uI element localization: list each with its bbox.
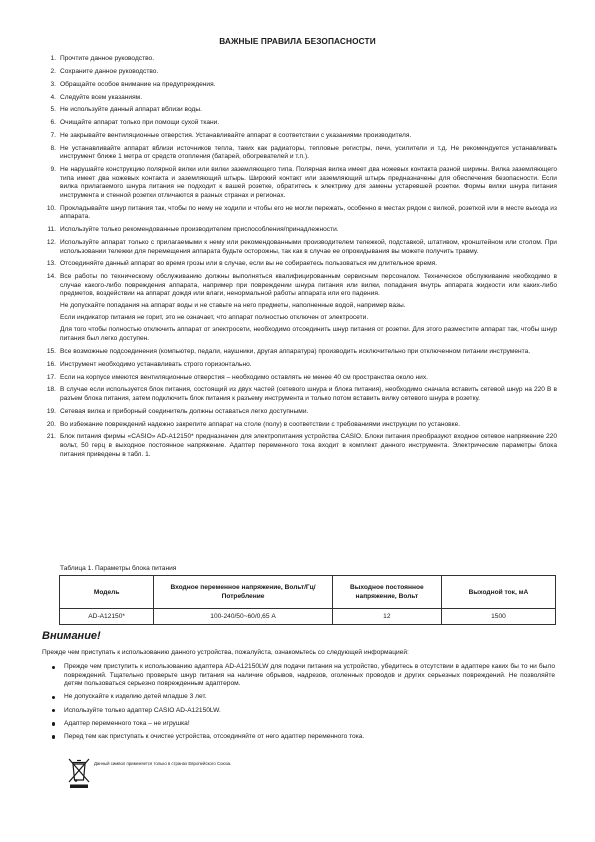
rule-number: 7.	[50, 132, 56, 140]
warning-bullet	[50, 720, 555, 729]
weee-note: Данный символ применяется только в странах Европейского Союза.	[94, 761, 232, 766]
rule-text: Во избежание повреждений надежно закрепите аппарат на столе (полу) в соответствии с требованиями инструкции по установке.	[60, 420, 461, 428]
rule-text: Инструмент необходимо устанавливать строго горизонтально.	[60, 360, 252, 368]
rule-number: 4.	[50, 93, 56, 101]
rule-number: 1.	[50, 55, 56, 62]
power-supply-table	[59, 575, 556, 625]
table-cell-model: AD-A12150*	[60, 609, 154, 625]
rule-text: Если на корпусе имеются вентиляционные отверстия – необходимо оставлять не менее 40 см пространства около них.	[60, 373, 428, 381]
rule-item	[42, 433, 557, 459]
rule-text: Следуйте всем указаниям.	[60, 93, 143, 101]
table-cell-output-current: 1500	[441, 609, 555, 625]
warning-bullet-text: Адаптер переменного тока – не игрушка!	[64, 719, 190, 727]
warning-intro: Прежде чем приступать к использованию данного устройства, пожалуйста, ознакомьтесь со следующей информацией:	[42, 649, 409, 656]
rule-number: 20.	[46, 420, 56, 428]
bullet-dot-icon	[52, 709, 55, 712]
rule-text: Сетевая вилка и приборный соединитель должны оставаться легко доступными.	[60, 407, 309, 415]
warning-bullet	[50, 693, 555, 702]
rule-item	[42, 55, 557, 64]
rule-text: Прочтите данное руководство.	[60, 55, 155, 62]
rule-text: В случае если используется блок питания, состоящий из двух частей (сетевого шнура и блока питания), необходимо сначала вставить сетевой шнур на 220 В в разъем блока питания, затем подключить блок питания к разъему инструмента и только потом вставить вилку сетевого шнура в розетку.	[60, 386, 557, 402]
rule-text: Все возможные подсоединения (компьютер, педали, наушники, другая аппаратура) производить исключительно при отключенном питании инструмента.	[60, 347, 531, 355]
rule-item	[42, 374, 557, 383]
table-cell-input: 100-240/50~60/0,65 А	[154, 609, 333, 625]
rule-text: Сохраните данное руководство.	[60, 67, 159, 75]
warning-bullet-text: Используйте только адаптер CASIO AD-A12150LW.	[64, 706, 221, 714]
rule-number: 13.	[46, 260, 56, 268]
rule-number: 8.	[50, 144, 56, 152]
rule-number: 3.	[50, 80, 56, 88]
warning-bullet-text: Не допускайте к изделию детей младше 3 лет.	[64, 693, 207, 701]
bullet-dot-icon	[52, 722, 55, 725]
rule-number: 16.	[46, 360, 56, 368]
rule-text: Очищайте аппарат только при помощи сухой ткани.	[60, 119, 220, 127]
bullet-dot-icon	[52, 666, 55, 669]
rule-item	[42, 132, 557, 141]
warning-bullet	[50, 707, 555, 716]
rule-number: 2.	[50, 67, 56, 75]
table-header-output-voltage: Выходное постоянное напряжение, Вольт	[332, 576, 441, 609]
rule-item	[42, 106, 557, 115]
table-header-model: Модель	[60, 576, 154, 609]
rule-subparagraph: Не допускайте попадания на аппарат воды и не ставьте на него предметы, наполненные водой, например вазы.	[60, 302, 406, 310]
rule-subparagraph: Для того чтобы полностью отключить аппарат от электросети, необходимо отсоединить шнур питания от розетки. Для этого разместите аппарат так, чтобы шнур питания был легко доступен.	[60, 326, 557, 343]
warning-bullet	[50, 663, 555, 689]
warning-bullet	[50, 733, 555, 742]
crossed-out-bin-icon	[67, 757, 91, 789]
rule-text: Блок питания фирмы «CASIO» AD-A12150* предназначен для электропитания устройства CASIO. Блоки питания преобразуют входное сетевое напряжение 220 вольт, 50 герц в выходное постоянное напряжение. Адаптер переменного тока входит в комплект данного инструмента. Электрические параметры блока питания приведены в табл. 1.	[60, 433, 557, 458]
rule-text: Не закрывайте вентиляционные отверстия. Устанавливайте аппарат в соответствии с указаниями производителя.	[60, 132, 412, 140]
rule-item	[42, 166, 557, 200]
rule-item	[42, 408, 557, 417]
bullet-dot-icon	[52, 696, 55, 699]
rule-number: 15.	[46, 347, 56, 355]
warning-heading: Внимание!	[42, 630, 101, 642]
table-cell-output-voltage: 12	[332, 609, 441, 625]
rule-number: 17.	[46, 373, 56, 381]
rule-text: Все работы по техническому обслуживанию должны выполняться квалифицированным сервисным персоналом. Техническое обслуживание необходимо в случае какого-либо повреждения аппарата, например при повреждении шнура питания или вилки, попадания внутрь аппарата жидкости или каких-либо предметов, воздействии на аппарат дождя или влаги, ненормальной работы аппарата или его падения.	[60, 273, 557, 298]
warning-list	[50, 663, 555, 746]
rule-number: 14.	[46, 273, 56, 281]
rule-text: Обращайте особое внимание на предупреждения.	[60, 80, 216, 88]
warning-bullet-text: Прежде чем приступить к использованию адаптера AD-A12150LW для подачи питания на устройство, убедитесь в отсутствии в адаптере каких бы то ни было повреждений. Тщательно проверьте шнур питания на наличие обрывов, надрезов, оголенных проводов и других серьезных повреждений. Не позволяйте детям пользоваться серьезно поврежденным адаптером.	[64, 663, 555, 688]
rule-number: 19.	[46, 407, 56, 415]
rule-number: 18.	[46, 386, 56, 394]
rule-text: Прокладывайте шнур питания так, чтобы по нему не ходили и чтобы его не могли пережать, особенно в местах рядом с вилкой, розеткой или в месте выхода из аппарата.	[60, 204, 557, 221]
rule-number: 21.	[46, 433, 56, 441]
rule-text: Не устанавливайте аппарат вблизи источников тепла, таких как радиаторы, тепловые регистры, печи, усилители и т.д. Не рекомендуется устанавливать инструмент ближе 1 метра от средств отопления (батарей, обогревателей и т.п.).	[60, 144, 557, 161]
rule-text: Используйте только рекомендованные производителем приспособления/принадлежности.	[60, 226, 339, 234]
rule-number: 5.	[50, 106, 56, 114]
table-header-input: Входное переменное напряжение, Вольт/Гц/Потребление	[154, 576, 333, 609]
rule-number: 6.	[50, 119, 56, 127]
rule-item	[42, 348, 557, 357]
table-row	[60, 609, 556, 625]
table-caption: Таблица 1. Параметры блока питания	[60, 565, 177, 572]
rule-text: Отсоединяйте данный аппарат во время грозы или в случае, если вы не собираетесь пользоваться им длительное время.	[60, 260, 438, 268]
rule-item	[42, 94, 557, 103]
rule-item	[42, 205, 557, 222]
rule-number: 11.	[47, 226, 56, 234]
rule-item	[42, 119, 557, 128]
rule-item	[42, 361, 557, 370]
rule-item	[42, 421, 557, 430]
rule-number: 10.	[46, 204, 56, 212]
rule-text: Используйте аппарат только с прилагаемыми к нему или рекомендованными производителем тележкой, подставкой, штативом, кронштейном или столом. При использовании тележки для перемещения аппарата будьте осторожны, так как в случае ее опрокидывания вы можете получить травму.	[60, 239, 557, 255]
bullet-dot-icon	[52, 735, 55, 738]
rule-item	[42, 386, 557, 403]
rule-item	[42, 145, 557, 162]
rule-item	[42, 226, 557, 235]
rule-number: 12.	[46, 239, 56, 247]
rule-item	[42, 260, 557, 269]
rule-subparagraph: Если индикатор питания не горит, это не означает, что аппарат полностью отключен от электросети.	[60, 314, 369, 322]
rule-text: Не нарушайте конструкцию полярной вилки или вилки заземляющего типа. Полярная вилка имеет два ножевых контакта разной ширины. Вилка заземляющего типа имеет два ножевых контакта и заземляющий штырь. Широкий контакт или заземляющий штырь предназначены для обеспечения безопасности. Если вилка прилагаемого шнура питания не подходит к вашей розетке, обратитесь к электрику для замены устаревшей розетки. Формы вилки шнура питания инструмента и стенной розетки отличаются в разных странах и регионах.	[60, 166, 557, 199]
page-title: ВАЖНЫЕ ПРАВИЛА БЕЗОПАСНОСТИ	[219, 36, 376, 46]
safety-rules-list	[42, 55, 557, 463]
rule-item	[42, 273, 557, 343]
rule-number: 9.	[50, 166, 56, 174]
warning-bullet-text: Перед тем как приступать к очистке устройства, отсоединяйте от него адаптер переменного тока.	[64, 732, 365, 740]
rule-text: Не используйте данный аппарат вблизи воды.	[60, 106, 202, 114]
rule-item	[42, 239, 557, 256]
table-header-output-current: Выходной ток, мА	[441, 576, 555, 609]
rule-item	[42, 81, 557, 90]
rule-item	[42, 68, 557, 77]
table-header-row	[60, 576, 556, 609]
